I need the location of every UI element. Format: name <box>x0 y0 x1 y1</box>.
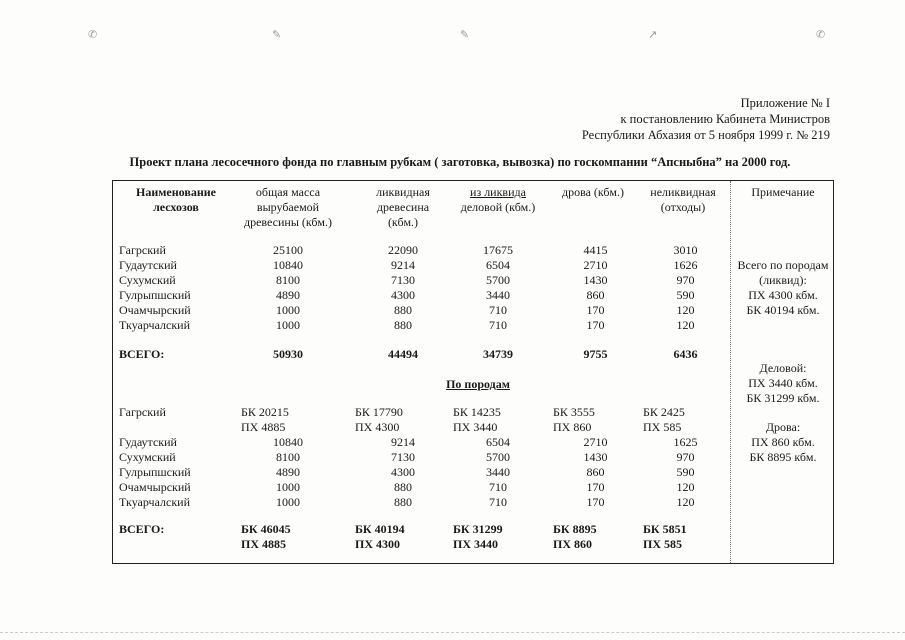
note-total-liquid: Всего по породам (ликвид): ПХ 4300 кбм. БК 40194 кбм. <box>737 258 829 317</box>
by-species-heading: По породам <box>446 377 510 391</box>
table-row: Гулрыпшский 4890 4300 3440 860 590 <box>119 288 695 302</box>
scan-mark: ✆ <box>88 28 98 41</box>
scan-mark: ✆ <box>816 28 826 41</box>
note-business: Деловой: ПХ 3440 кбм. БК 31299 кбм. <box>746 361 820 405</box>
table-row: Сухумский 8100 7130 5700 1430 970 <box>119 273 695 287</box>
header-forestries: Наименование лесхозов <box>136 185 216 214</box>
table-row: Очамчырский 1000 880 710 170 120 <box>119 303 695 317</box>
header-firewood: дрова (кбм.) <box>561 185 625 199</box>
header-total-mass: общая масса вырубаемой древесины (кбм.) <box>244 185 332 229</box>
table-row: Ткуарчалский 1000 880 710 170 120 <box>119 318 695 332</box>
scan-mark: ✎ <box>272 28 282 41</box>
document-title: Проект плана лесосечного фонда по главным рубкам ( заготовка, вывозка) по госкомпании “Апсныбна” на 2000 год. <box>129 155 791 169</box>
forest-fund-table <box>112 180 834 564</box>
table-row: Гудаутский 10840 9214 6504 2710 1626 <box>119 258 698 272</box>
header-nonliquid: неликвидная (отходы) <box>650 185 716 214</box>
table-row: Сухумский 8100 7130 5700 1430 970 <box>119 450 695 464</box>
scan-edge-line <box>0 632 905 633</box>
scan-mark: ↗ <box>648 28 658 41</box>
table-row: Гудаутский 10840 9214 6504 2710 1625 <box>119 435 698 449</box>
table-row: Гулрыпшский 4890 4300 3440 860 590 <box>119 465 695 479</box>
scan-mark: ✎ <box>460 28 470 41</box>
total-row: ПХ 4885 ПХ 4300 ПХ 3440 ПХ 860 ПХ 585 <box>241 537 682 551</box>
total-row: ВСЕГО: 50930 44494 34739 9755 6436 <box>119 347 698 361</box>
header-liquid: ликвидная древесина (кбм.) <box>376 185 430 229</box>
decree-date: Республики Абхазия от 5 ноября 1999 г. № 219 <box>581 128 830 142</box>
header-notes: Примечание <box>751 185 815 199</box>
table-row: Очамчырский 1000 880 710 170 120 <box>119 480 695 494</box>
table-row: Ткуарчалский 1000 880 710 170 120 <box>119 495 695 509</box>
table-row: ПХ 4885 ПХ 4300 ПХ 3440 ПХ 860 ПХ 585 <box>241 420 682 434</box>
table-row: Гагрский БК 20215 БК 17790 БК 14235 БК 3555 БК 2425 <box>119 405 685 419</box>
note-firewood: Дрова: ПХ 860 кбм. БК 8895 кбм. <box>749 420 817 464</box>
decree-reference: к постановлению Кабинета Министров <box>620 112 830 126</box>
annex-number: Приложение № I <box>740 96 830 110</box>
total-row: ВСЕГО: БК 46045 БК 40194 БК 31299 БК 8895 БК 5851 <box>119 522 687 536</box>
header-business: из ликвида деловой (кбм.) <box>460 185 536 214</box>
table-row: Гагрский 25100 22090 17675 4415 3010 <box>119 243 698 257</box>
